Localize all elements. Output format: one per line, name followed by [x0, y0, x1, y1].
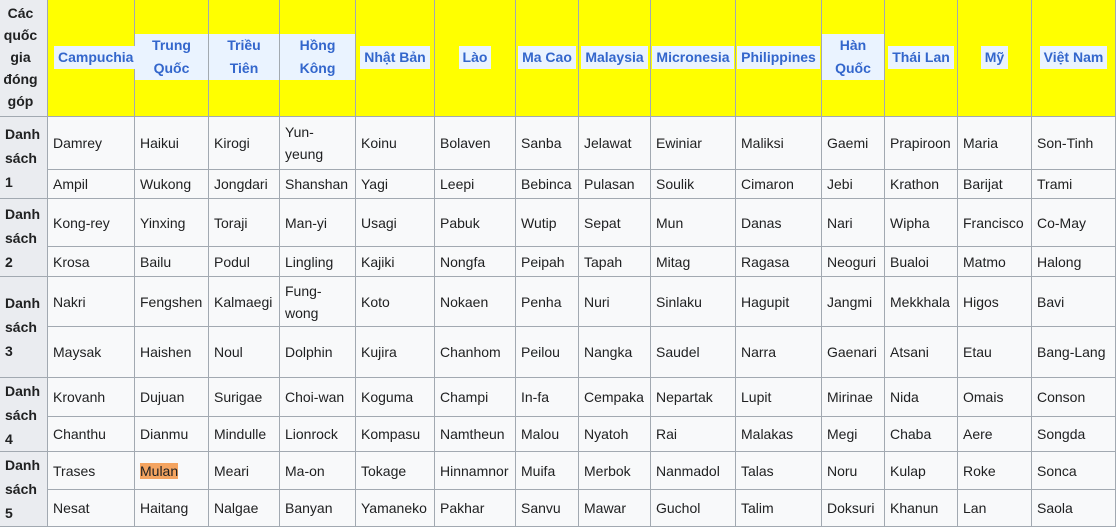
typhoon-name-cell: Damrey [48, 117, 135, 170]
typhoon-name-cell: Saola [1032, 490, 1116, 527]
country-link[interactable]: Thái Lan [888, 46, 954, 69]
typhoon-name-cell: Nangka [579, 327, 651, 378]
typhoon-name-cell: Bang-Lang [1032, 327, 1116, 378]
typhoon-name-cell: Usagi [356, 199, 435, 247]
list-label: Danh sách 5 [0, 452, 48, 527]
typhoon-name-cell: Penha [516, 277, 579, 327]
country-link[interactable]: Micronesia [652, 46, 733, 69]
table-row [0, 117, 1116, 170]
typhoon-name-cell: Pakhar [435, 490, 516, 527]
typhoon-name-cell: Mawar [579, 490, 651, 527]
typhoon-name-cell: Koguma [356, 378, 435, 417]
typhoon-name-cell: Tokage [356, 452, 435, 490]
typhoon-name-cell: Nesat [48, 490, 135, 527]
table-row [0, 452, 1116, 490]
typhoon-name-cell: Kong-rey [48, 199, 135, 247]
typhoon-name-cell: Kujira [356, 327, 435, 378]
typhoon-name-cell: Malakas [736, 417, 822, 452]
typhoon-name-cell: Barijat [958, 170, 1032, 199]
typhoon-name-cell: Neoguri [822, 247, 885, 277]
typhoon-name-cell: Jangmi [822, 277, 885, 327]
typhoon-name-cell: Tapah [579, 247, 651, 277]
country-link[interactable]: Malaysia [581, 46, 647, 69]
typhoon-name-cell: Kalmaegi [209, 277, 280, 327]
typhoon-name-cell: Chanhom [435, 327, 516, 378]
typhoon-name-cell: Omais [958, 378, 1032, 417]
typhoon-name-cell: Mitag [651, 247, 736, 277]
typhoon-name-cell: Nongfa [435, 247, 516, 277]
table-row [0, 277, 1116, 327]
list-label: Danh sách 1 [0, 117, 48, 199]
typhoon-name-cell: Sepat [579, 199, 651, 247]
typhoon-name-cell: Halong [1032, 247, 1116, 277]
country-link[interactable]: Việt Nam [1040, 46, 1108, 69]
country-header[interactable] [736, 0, 822, 117]
typhoon-name-cell: Dujuan [135, 378, 209, 417]
typhoon-name-cell: Soulik [651, 170, 736, 199]
country-link[interactable]: Lào [459, 46, 492, 69]
typhoon-name-cell: Chanthu [48, 417, 135, 452]
country-link[interactable]: Philippines [737, 46, 820, 69]
typhoon-name-cell: Champi [435, 378, 516, 417]
typhoon-name-cell: Leepi [435, 170, 516, 199]
typhoon-name-cell: Kajiki [356, 247, 435, 277]
typhoon-name-cell: Yamaneko [356, 490, 435, 527]
country-header[interactable] [651, 0, 736, 117]
typhoon-name-cell: Meari [209, 452, 280, 490]
typhoon-name-cell: Wipha [885, 199, 958, 247]
typhoon-name-cell: Yagi [356, 170, 435, 199]
typhoon-name-cell: Bebinca [516, 170, 579, 199]
country-header[interactable] [516, 0, 579, 117]
country-link[interactable]: Ma Cao [518, 46, 576, 69]
typhoon-name-cell: Sanvu [516, 490, 579, 527]
typhoon-name-cell: Guchol [651, 490, 736, 527]
typhoon-name-cell: Megi [822, 417, 885, 452]
typhoon-name-cell: Malou [516, 417, 579, 452]
typhoon-name-cell: In-fa [516, 378, 579, 417]
table-row [0, 417, 1116, 452]
typhoon-name-cell: Khanun [885, 490, 958, 527]
typhoon-name-cell: Nyatoh [579, 417, 651, 452]
typhoon-name-cell: Noru [822, 452, 885, 490]
typhoon-name-cell: Co-May [1032, 199, 1116, 247]
typhoon-name-cell: Koinu [356, 117, 435, 170]
country-link[interactable]: Triều Tiên [209, 34, 279, 80]
typhoon-name-cell: Higos [958, 277, 1032, 327]
typhoon-name-cell: Chaba [885, 417, 958, 452]
country-header[interactable] [280, 0, 356, 117]
typhoon-name-cell: Prapiroon [885, 117, 958, 170]
country-link[interactable]: Campuchia [54, 46, 137, 69]
typhoon-name-cell: Yinxing [135, 199, 209, 247]
typhoon-name-cell: Cempaka [579, 378, 651, 417]
typhoon-name-cell: Kulap [885, 452, 958, 490]
typhoon-name-cell: Bailu [135, 247, 209, 277]
typhoon-name-cell: Bualoi [885, 247, 958, 277]
table-row [0, 327, 1116, 378]
highlighted-name: Mulan [140, 462, 179, 479]
typhoon-name-cell: Lionrock [280, 417, 356, 452]
typhoon-name-cell: Pulasan [579, 170, 651, 199]
typhoon-name-cell: Conson [1032, 378, 1116, 417]
typhoon-name-cell: Ewiniar [651, 117, 736, 170]
typhoon-name-cell: Krathon [885, 170, 958, 199]
country-header[interactable] [356, 0, 435, 117]
typhoon-name-cell: Man-yi [280, 199, 356, 247]
typhoon-name-cell: Nalgae [209, 490, 280, 527]
typhoon-name-cell: Saudel [651, 327, 736, 378]
typhoon-name-cell: Wukong [135, 170, 209, 199]
typhoon-name-cell: Maliksi [736, 117, 822, 170]
typhoon-name-cell: Francisco [958, 199, 1032, 247]
country-header[interactable] [885, 0, 958, 117]
typhoon-name-cell: Nepartak [651, 378, 736, 417]
typhoon-name-cell: Matmo [958, 247, 1032, 277]
table-row [0, 170, 1116, 199]
typhoon-name-cell: Cimaron [736, 170, 822, 199]
typhoon-name-cell: Kirogi [209, 117, 280, 170]
typhoon-name-cell: Sonca [1032, 452, 1116, 490]
country-link[interactable]: Hồng Kông [280, 34, 355, 80]
corner-header: Các quốc gia đóng góp [0, 0, 48, 117]
typhoon-name-cell: Atsani [885, 327, 958, 378]
typhoon-name-cell: Jelawat [579, 117, 651, 170]
typhoon-name-cell: Maysak [48, 327, 135, 378]
typhoon-name-cell: Narra [736, 327, 822, 378]
typhoon-name-cell: Lingling [280, 247, 356, 277]
typhoon-name-cell: Talas [736, 452, 822, 490]
typhoon-name-cell: Nakri [48, 277, 135, 327]
table-row [0, 378, 1116, 417]
typhoon-name-cell: Shanshan [280, 170, 356, 199]
typhoon-name-cell: Koto [356, 277, 435, 327]
table-row [0, 490, 1116, 527]
typhoon-name-cell: Namtheun [435, 417, 516, 452]
country-header[interactable] [435, 0, 516, 117]
typhoon-name-cell: Choi-wan [280, 378, 356, 417]
typhoon-name-cell: Danas [736, 199, 822, 247]
typhoon-name-cell: Hagupit [736, 277, 822, 327]
typhoon-name-cell: Songda [1032, 417, 1116, 452]
typhoon-name-cell: Haishen [135, 327, 209, 378]
typhoon-name-cell: Jebi [822, 170, 885, 199]
country-link[interactable]: Mỹ [981, 46, 1008, 69]
list-label: Danh sách 2 [0, 199, 48, 277]
country-link[interactable]: Nhật Bản [360, 46, 429, 69]
typhoon-name-cell: Lupit [736, 378, 822, 417]
typhoon-name-cell: Muifa [516, 452, 579, 490]
country-header[interactable] [822, 0, 885, 117]
typhoon-name-cell: Mun [651, 199, 736, 247]
typhoon-name-cell: Podul [209, 247, 280, 277]
country-header[interactable] [135, 0, 209, 117]
typhoon-name-cell: Sanba [516, 117, 579, 170]
typhoon-name-cell: Aere [958, 417, 1032, 452]
typhoon-name-cell: Krovanh [48, 378, 135, 417]
country-header[interactable] [958, 0, 1032, 117]
typhoon-name-cell: Fung-wong [280, 277, 356, 327]
typhoon-name-cell: Nuri [579, 277, 651, 327]
typhoon-name-cell: Yun-yeung [280, 117, 356, 170]
typhoon-name-cell: Dolphin [280, 327, 356, 378]
typhoon-name-cell: Surigae [209, 378, 280, 417]
typhoon-name-cell: Maria [958, 117, 1032, 170]
typhoon-name-cell: Fengshen [135, 277, 209, 327]
typhoon-name-cell: Peipah [516, 247, 579, 277]
typhoon-name-cell: Talim [736, 490, 822, 527]
country-header[interactable] [1032, 0, 1116, 117]
typhoon-name-cell: Noul [209, 327, 280, 378]
typhoon-name-cell: Doksuri [822, 490, 885, 527]
table-row [0, 199, 1116, 247]
typhoon-name-cell: Mindulle [209, 417, 280, 452]
typhoon-name-cell: Gaemi [822, 117, 885, 170]
typhoon-name-cell: Pabuk [435, 199, 516, 247]
typhoon-name-cell: Nanmadol [651, 452, 736, 490]
typhoon-name-cell: Roke [958, 452, 1032, 490]
typhoon-name-cell: Merbok [579, 452, 651, 490]
typhoon-name-cell: Bavi [1032, 277, 1116, 327]
list-label: Danh sách 4 [0, 378, 48, 452]
list-label: Danh sách 3 [0, 277, 48, 378]
typhoon-name-cell: Toraji [209, 199, 280, 247]
typhoon-name-cell: Etau [958, 327, 1032, 378]
typhoon-name-cell: Jongdari [209, 170, 280, 199]
header-row [0, 0, 1116, 117]
typhoon-name-cell: Son-Tinh [1032, 117, 1116, 170]
typhoon-name-cell: Lan [958, 490, 1032, 527]
typhoon-name-cell: Bolaven [435, 117, 516, 170]
table-body [0, 117, 1116, 527]
typhoon-name-cell: Trami [1032, 170, 1116, 199]
country-header[interactable] [209, 0, 280, 117]
typhoon-name-cell: Trases [48, 452, 135, 490]
typhoon-name-cell: Banyan [280, 490, 356, 527]
typhoon-name-cell [135, 452, 209, 490]
typhoon-name-cell: Nari [822, 199, 885, 247]
country-link[interactable]: Trung Quốc [135, 34, 208, 80]
typhoon-name-cell: Haikui [135, 117, 209, 170]
typhoon-name-cell: Krosa [48, 247, 135, 277]
typhoon-name-cell: Dianmu [135, 417, 209, 452]
typhoon-name-cell: Gaenari [822, 327, 885, 378]
typhoon-name-cell: Mekkhala [885, 277, 958, 327]
typhoon-name-cell: Ragasa [736, 247, 822, 277]
typhoon-name-cell: Hinnamnor [435, 452, 516, 490]
country-header[interactable] [48, 0, 135, 117]
typhoon-name-cell: Peilou [516, 327, 579, 378]
typhoon-name-cell: Sinlaku [651, 277, 736, 327]
table-row [0, 247, 1116, 277]
typhoon-name-cell: Rai [651, 417, 736, 452]
typhoon-name-cell: Ma-on [280, 452, 356, 490]
typhoon-name-cell: Ampil [48, 170, 135, 199]
typhoon-name-cell: Mirinae [822, 378, 885, 417]
typhoon-name-cell: Haitang [135, 490, 209, 527]
typhoon-name-cell: Nokaen [435, 277, 516, 327]
typhoon-name-cell: Wutip [516, 199, 579, 247]
typhoon-name-cell: Kompasu [356, 417, 435, 452]
country-link[interactable]: Hàn Quốc [822, 34, 884, 80]
country-header[interactable] [579, 0, 651, 117]
typhoon-name-cell: Nida [885, 378, 958, 417]
